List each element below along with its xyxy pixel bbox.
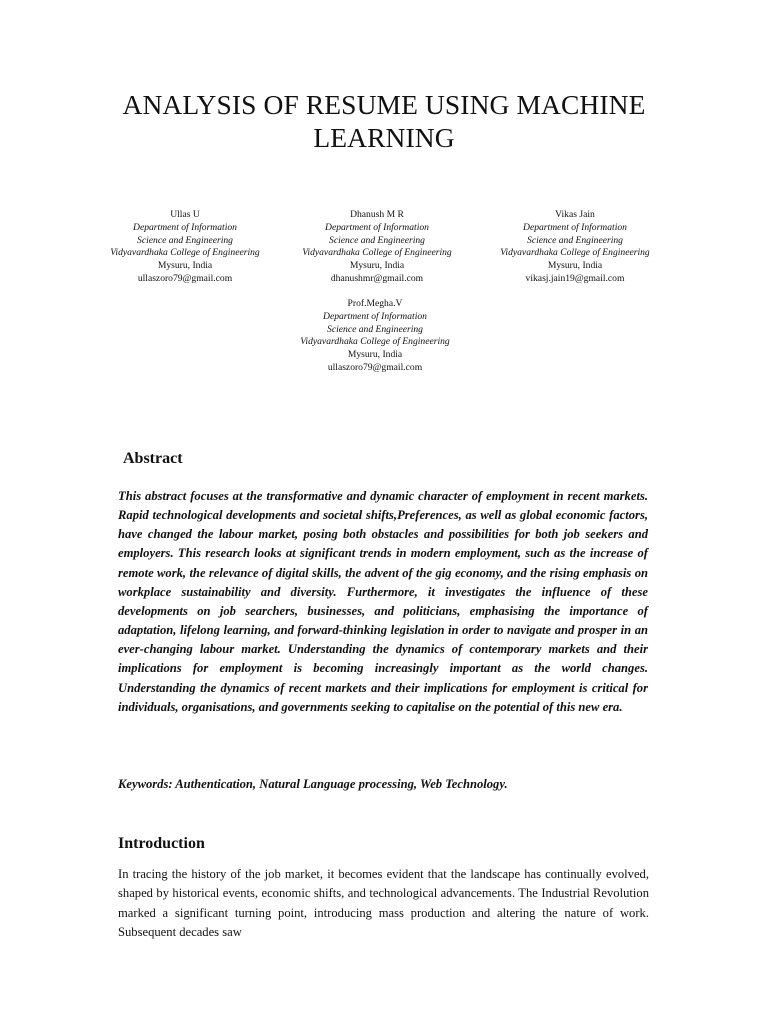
abstract-text: This abstract focuses at the transformative and dynamic character of employment in recent markets. Rapid technological developments and societal shifts,Preferences, as well as global economic factors, have changed the labour market, posing both obstacles and possibilities for both job seekers and employers. This research looks at significant trends in modern employment, such as the increase of remote work, the relevance of digital skills, the advent of the gig economy, and the rising emphasis on workplace sustainability and diversity. Furthermore, it investigates the influence of these developments on job searchers, businesses, and politicians, emphasising the importance of adaptation, lifelong learning, and forward-thinking legislation in order to navigate and prosper in an ever-changing labour market. Understanding the dynamics of contemporary markets and their implications for employment is becoming increasingly important as the world changes. Understanding the dynamics of recent markets and their implications for employment is critical for individuals, organisations, and governments seeking to capitalise on the potential of this new era. [118, 489, 648, 714]
author-name: Vikas Jain [555, 209, 595, 220]
author-department-2: Science and Engineering [527, 234, 623, 246]
title-line-2: LEARNING [313, 122, 455, 153]
author-email: ullaszoro79@gmail.com [327, 361, 423, 373]
author-department: Department of Information [325, 221, 429, 233]
author-department: Department of Information [133, 221, 237, 233]
author-department-2: Science and Engineering [137, 234, 233, 246]
author-block-4 [282, 298, 468, 375]
paper-title [60, 88, 708, 154]
author-location: Mysuru, India [349, 260, 405, 272]
author-department: Department of Information [523, 221, 627, 233]
keywords: Keywords: Authentication, Natural Language processing, Web Technology. [118, 777, 508, 791]
introduction-text: In tracing the history of the job market, it becomes evident that the landscape has continually evolved, shaped by historical events, economic shifts, and technological advancements. The Industrial Revolution marked a significant turning point, introducing mass production and altering the nature of work. Subsequent decades saw [118, 867, 649, 940]
author-block-1 [92, 209, 278, 286]
author-department-2: Science and Engineering [327, 323, 423, 335]
author-email: ullaszoro79@gmail.com [137, 272, 233, 284]
author-location: Mysuru, India [157, 260, 213, 272]
title-line-1: ANALYSIS OF RESUME USING MACHINE [122, 89, 646, 120]
author-department: Department of Information [323, 310, 427, 322]
author-name: Dhanush M R [350, 209, 404, 220]
author-block-3 [482, 209, 668, 286]
author-name: Prof.Megha.V [347, 298, 403, 309]
author-name: Ullas U [170, 209, 200, 220]
author-college: Vidyavardhaka College of Engineering [500, 247, 650, 259]
author-block-2 [284, 209, 470, 286]
author-college: Vidyavardhaka College of Engineering [110, 247, 260, 259]
author-email: dhanushmr@gmail.com [330, 272, 424, 284]
author-college: Vidyavardhaka College of Engineering [302, 247, 452, 259]
author-college: Vidyavardhaka College of Engineering [300, 336, 450, 348]
author-location: Mysuru, India [347, 349, 403, 361]
author-location: Mysuru, India [547, 260, 603, 272]
author-email: vikasj.jain19@gmail.com [525, 272, 625, 284]
author-department-2: Science and Engineering [329, 234, 425, 246]
abstract-heading: Abstract [123, 450, 183, 467]
introduction-heading: Introduction [118, 835, 205, 852]
